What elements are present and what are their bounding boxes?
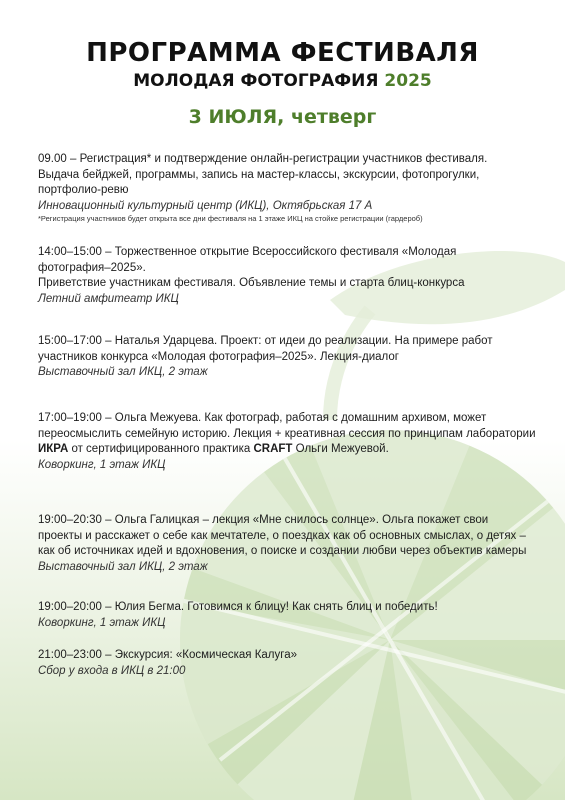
craft-label: CRAFT (253, 443, 293, 455)
event-line: Приветствие участникам фестиваля. Объявление темы и старта блиц-конкурса (38, 277, 465, 289)
event-line: участников конкурса «Молодая фотография–2025». Лекция-диалог (38, 350, 399, 363)
event-item (38, 411, 538, 473)
event-line: фотография–2025». (38, 261, 146, 274)
event-line: 09.00 – Регистрация* и подтверждение онлайн-регистрации участников фестиваля. (38, 153, 488, 165)
event-item (38, 152, 538, 224)
event-line: Выдача бейджей, программы, запись на мастер-классы, экскурсии, фотопрогулки, (38, 168, 480, 181)
ikra-label: ИКРА (38, 443, 69, 455)
event-location: Сбор у входа в ИКЦ в 21:00 (38, 664, 186, 677)
event-line: портфолио-ревю (38, 184, 129, 196)
event-note: *Регистрация участников будет открыта все дни фестиваля на 1 этаже ИКЦ на стойке регистрации (гардероб) (38, 214, 423, 223)
subtitle-year: 2025 (384, 71, 432, 91)
event-line: проекты и расскажет о себе как мечтателе, о поездках как об основных смыслах, о детях – (38, 529, 526, 542)
page-header (0, 38, 565, 92)
page-subtitle (0, 70, 565, 92)
event-item (38, 245, 538, 307)
event-location: Инновационный культурный центр (ИКЦ), Октябрьская 17 А (38, 199, 373, 212)
event-location: Выставочный зал ИКЦ, 2 этаж (38, 366, 208, 378)
event-line: 14:00–15:00 – Торжественное открытие Всероссийского фестиваля «Молодая (38, 246, 457, 258)
event-line: 21:00–23:00 – Экскурсия: «Космическая Калуга» (38, 649, 297, 661)
event-item (38, 334, 538, 381)
event-location: Летний амфитеатр ИКЦ (38, 292, 179, 305)
event-line: 19:00–20:00 – Юлия Бегма. Готовимся к блицу! Как снять блиц и победить! (38, 601, 438, 613)
event-item (38, 648, 538, 679)
event-line-end: Ольги Межуевой. (292, 443, 389, 455)
event-item (38, 513, 538, 575)
event-location: Коворкинг, 1 этаж ИКЦ (38, 616, 166, 629)
subtitle-main: МОЛОДАЯ ФОТОГРАФИЯ (133, 71, 379, 91)
event-date: 3 ИЮЛЯ, четверг (188, 106, 377, 128)
event-location: Коворкинг, 1 этаж ИКЦ (38, 458, 166, 471)
event-line: 15:00–17:00 – Наталья Ударцева. Проект: от идеи до реализации. На примере работ (38, 335, 493, 347)
event-line: 17:00–19:00 – Ольга Межуева. Как фотограф, работая с домашним архивом, может (38, 412, 487, 424)
event-line (38, 442, 538, 458)
event-line: как об источниках идей и вдохновения, о поиске и создании любви через объектив камеры (38, 545, 527, 557)
event-item (38, 600, 538, 631)
event-line-mid: от сертифицированного практика (68, 443, 254, 455)
event-line: 19:00–20:30 – Ольга Галицкая – лекция «Мне снилось солнце». Ольга покажет свои (38, 514, 489, 526)
page-title: ПРОГРАММА ФЕСТИВАЛЯ (86, 38, 479, 68)
event-location: Выставочный зал ИКЦ, 2 этаж (38, 560, 208, 573)
event-line: переосмыслить семейную историю. Лекция + креативная сессия по принципам лаборатории (38, 427, 536, 440)
